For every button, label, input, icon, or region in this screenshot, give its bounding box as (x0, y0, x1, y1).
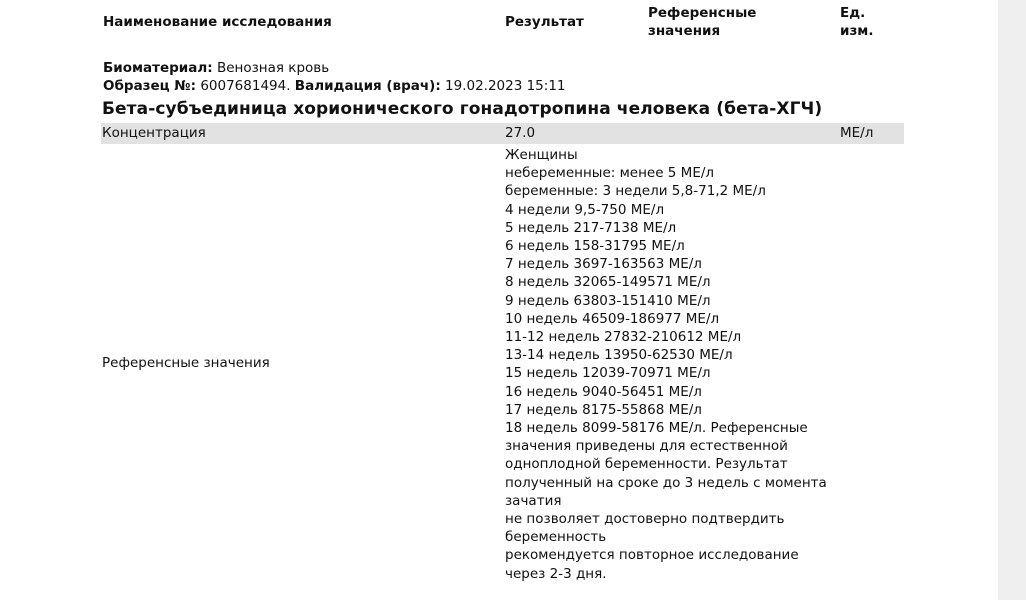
reference-line: 6 недель 158-31795 МЕ/л (505, 238, 685, 255)
sample-number-value: 6007681494. (196, 78, 295, 94)
result-parameter-name: Концентрация (102, 125, 206, 141)
reference-line: 13-14 недель 13950-62530 МЕ/л (505, 347, 733, 364)
header-units-line2: изм. (840, 23, 874, 39)
result-row (101, 123, 904, 144)
reference-line: 9 недель 63803-151410 МЕ/л (505, 292, 711, 309)
reference-line: 15 недель 12039-70971 МЕ/л (505, 365, 711, 382)
biomaterial-value: Венозная кровь (212, 60, 330, 76)
reference-line: 5 недель 217-7138 МЕ/л (505, 219, 677, 236)
reference-line: полученный на сроке до 3 недель с момента (505, 474, 827, 491)
reference-line: небеременные: менее 5 МЕ/л (505, 165, 715, 182)
biomaterial-label: Биоматериал: (103, 60, 213, 76)
header-reference-line2: значения (648, 23, 721, 39)
result-unit: МЕ/л (840, 125, 874, 141)
reference-line: 4 недели 9,5-750 МЕ/л (505, 201, 665, 218)
reference-line: рекомендуется повторное исследование (505, 547, 799, 564)
reference-values-text (505, 146, 827, 583)
reference-line: 7 недель 3697-163563 МЕ/л (505, 256, 702, 273)
header-units-line1: Ед. (840, 5, 866, 21)
header-reference-line1: Референсные (648, 5, 757, 21)
reference-line: беременные: 3 недели 5,8-71,2 МЕ/л (505, 183, 766, 200)
reference-line: беременность (505, 529, 607, 546)
reference-line: 16 недель 9040-56451 МЕ/л (505, 383, 702, 400)
header-reference-values (648, 4, 756, 40)
biomaterial-line (103, 60, 329, 77)
reference-line: одноплодной беременности. Результат (505, 456, 788, 473)
reference-line: зачатия (505, 492, 562, 509)
reference-line: 11-12 недель 27832-210612 МЕ/л (505, 329, 742, 346)
reference-line: 18 недель 8099-58176 МЕ/л. Референсные (505, 420, 808, 437)
reference-line: 10 недель 46509-186977 МЕ/л (505, 310, 720, 327)
reference-values-label: Референсные значения (102, 355, 270, 371)
validation-label: Валидация (врач): (294, 78, 441, 94)
sample-number-label: Образец №: (103, 78, 197, 94)
header-units (840, 4, 873, 40)
reference-line: не позволяет достоверно подтвердить (505, 511, 785, 528)
reference-line: 17 недель 8175-55868 МЕ/л (505, 401, 702, 418)
reference-line: Женщины (505, 147, 578, 163)
reference-line: значения приведены для естественной (505, 438, 788, 455)
result-value: 27.0 (505, 125, 536, 141)
sample-validation-line (103, 78, 566, 95)
header-result: Результат (505, 14, 584, 30)
reference-line: 8 недель 32065-149571 МЕ/л (505, 274, 711, 291)
header-test-name: Наименование исследования (103, 14, 332, 30)
validation-value: 19.02.2023 15:11 (440, 78, 566, 94)
viewer-gutter (998, 0, 1026, 600)
reference-line: через 2-3 дня. (505, 565, 607, 582)
test-title: Бета-субъединица хорионического гонадотропина человека (бета-ХГЧ) (102, 99, 823, 119)
